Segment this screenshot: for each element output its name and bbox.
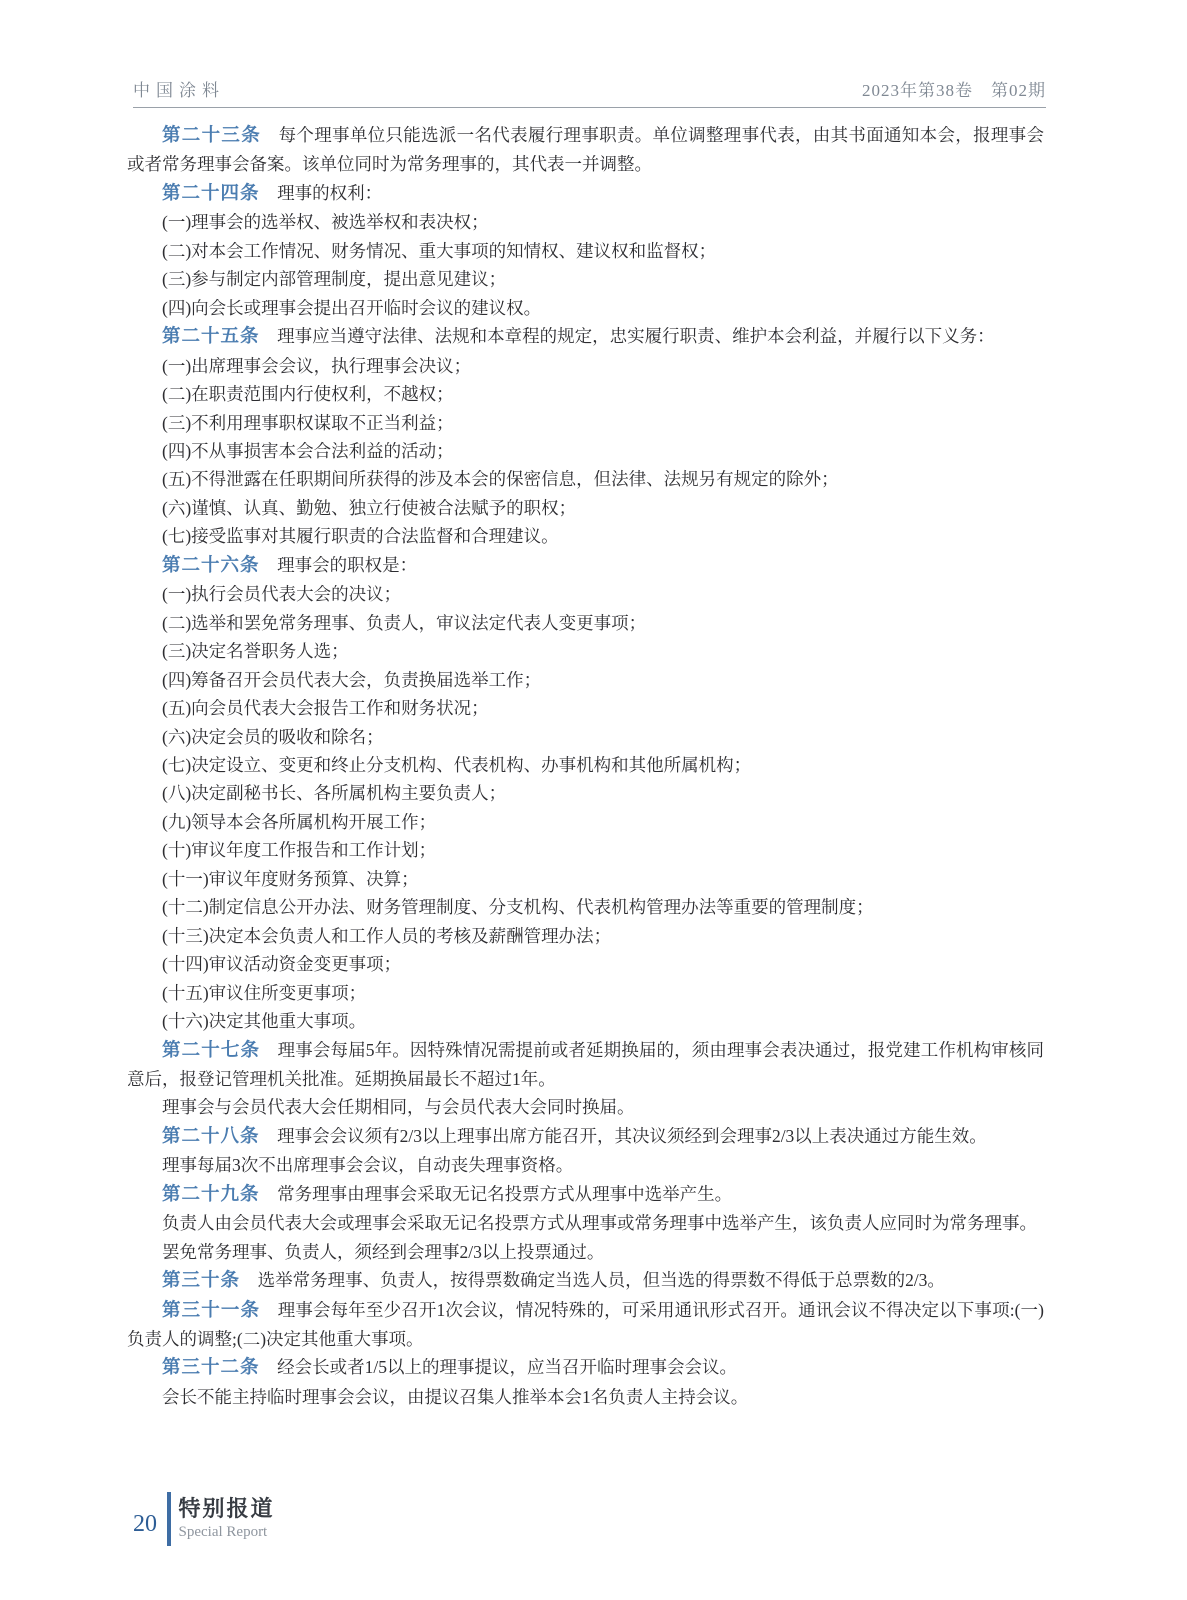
paragraph: (四)向会长或理事会提出召开临时会议的建议权。 <box>162 297 542 318</box>
article-paragraph: 第二十五条 理事应当遵守法律、法规和本章程的规定，忠实履行职责、维护本会利益，并履行以下义务： <box>162 326 995 348</box>
page-number: 20 <box>133 1510 157 1537</box>
footer-divider-bar <box>167 1492 171 1546</box>
paragraph: (八)决定副秘书长、各所属机构主要负责人； <box>162 783 507 804</box>
journal-name: 中国涂料 <box>133 81 225 100</box>
article-paragraph: 第三十二条 经会长或者1/5以上的理事提议，应当召开临时理事会会议。 <box>162 1357 737 1379</box>
page-footer <box>133 1492 275 1546</box>
paragraph: (十一)审议年度财务预算、决算； <box>162 868 419 889</box>
article-paragraph: 第二十三条 每个理事单位只能选派一名代表履行理事职责。单位调整理事代表，由其书面通知本会，报理事会或者常务理事会备案。该单位同时为常务理事的，其代表一并调整。 <box>127 125 1044 175</box>
paragraph: 负责人由会员代表大会或理事会采取无记名投票方式从理事或常务理事中选举产生，该负责人应同时为常务理事。 <box>162 1213 1037 1234</box>
paragraph: (十五)审议住所变更事项； <box>162 982 367 1003</box>
article-number: 第三十一条 <box>162 1300 261 1321</box>
article-paragraph: 第二十八条 理事会会议须有2/3以上理事出席方能召开，其决议须经到会理事2/3以上表决通过方能生效。 <box>162 1125 987 1147</box>
page-header <box>133 76 1046 108</box>
paragraph: (五)不得泄露在任职期间所获得的涉及本会的保密信息，但法律、法规另有规定的除外； <box>162 469 839 490</box>
article-number: 第二十五条 <box>162 327 260 348</box>
paragraph: (二)在职责范围内行使权利，不越权； <box>162 384 454 405</box>
article-paragraph: 第三十一条 理事会每年至少召开1次会议，情况特殊的，可采用通讯形式召开。通讯会议不得决定以下事项:(一)负责人的调整;(二)决定其他重大事项。 <box>127 1299 1044 1350</box>
article-number: 第二十四条 <box>162 183 260 204</box>
paragraph: (四)筹备召开会员代表大会，负责换届选举工作； <box>162 669 542 690</box>
paragraph: (一)出席理事会会议，执行理事会决议； <box>162 355 472 376</box>
article-number: 第二十六条 <box>162 555 260 576</box>
paragraph: (四)不从事损害本会合法利益的活动； <box>162 440 454 461</box>
paragraph: (七)接受监事对其履行职责的合法监督和合理建议。 <box>162 526 559 547</box>
article-paragraph: 第二十四条 理事的权利： <box>162 182 383 204</box>
paragraph: (九)领导本会各所属机构开展工作； <box>162 811 437 832</box>
paragraph: (十四)审议活动资金变更事项； <box>162 954 402 975</box>
article-number: 第二十九条 <box>162 1184 260 1205</box>
section-title-block <box>179 1496 275 1542</box>
paragraph: (十二)制定信息公开办法、财务管理制度、分支机构、代表机构管理办法等重要的管理制度； <box>162 897 874 918</box>
paragraph: (二)选举和罢免常务理事、负责人，审议法定代表人变更事项； <box>162 612 647 633</box>
issue-info: 2023年第38卷 第02期 <box>862 81 1046 100</box>
paragraph: (十)审议年度工作报告和工作计划； <box>162 840 437 861</box>
paragraph: (十三)决定本会负责人和工作人员的考核及薪酬管理办法； <box>162 925 612 946</box>
article-number: 第三十二条 <box>162 1358 260 1379</box>
paragraph: (三)不利用理事职权谋取不正当利益； <box>162 412 454 433</box>
paragraph: (五)向会员代表大会报告工作和财务状况； <box>162 698 489 719</box>
article-number: 第二十三条 <box>162 126 262 146</box>
article-number: 第二十八条 <box>162 1126 260 1147</box>
section-title-zh: 特别报道 <box>178 1496 275 1521</box>
paragraph: (三)参与制定内部管理制度，提出意见建议； <box>162 269 507 290</box>
article-number: 第二十七条 <box>162 1040 261 1061</box>
paragraph: (十六)决定其他重大事项。 <box>162 1011 367 1032</box>
article-paragraph: 第二十九条 常务理事由理事会采取无记名投票方式从理事中选举产生。 <box>162 1183 733 1205</box>
paragraph: (六)决定会员的吸收和除名； <box>162 726 384 747</box>
paragraph: 罢免常务理事、负责人，须经到会理事2/3以上投票通过。 <box>162 1241 605 1262</box>
paragraph: (三)决定名誉职务人选； <box>162 641 349 662</box>
paragraph: 理事会与会员代表大会任期相同，与会员代表大会同时换届。 <box>162 1097 635 1118</box>
article-paragraph: 第三十条 选举常务理事、负责人，按得票数确定当选人员，但当选的得票数不得低于总票数的2/3。 <box>162 1270 945 1292</box>
section-title-en: Special Report <box>178 1524 268 1540</box>
paragraph: (六)谨慎、认真、勤勉、独立行使被合法赋予的职权； <box>162 497 577 518</box>
article-number: 第三十条 <box>162 1271 241 1292</box>
paragraph: (二)对本会工作情况、财务情况、重大事项的知情权、建议权和监督权； <box>162 240 717 261</box>
paragraph: (一)理事会的选举权、被选举权和表决权； <box>162 212 489 233</box>
article-paragraph: 第二十七条 理事会每届5年。因特殊情况需提前或者延期换届的，须由理事会表决通过，报党建工作机构审核同意后，报登记管理机关批准。延期换届最长不超过1年。 <box>127 1039 1044 1089</box>
paragraph: 理事每届3次不出席理事会会议，自动丧失理事资格。 <box>162 1155 574 1176</box>
paragraph: 会长不能主持临时理事会会议，由提议召集人推举本会1名负责人主持会议。 <box>162 1386 749 1407</box>
article-paragraph: 第二十六条 理事会的职权是： <box>162 554 418 576</box>
article-body <box>127 121 1044 1411</box>
paragraph: (一)执行会员代表大会的决议； <box>162 584 402 605</box>
paragraph: (七)决定设立、变更和终止分支机构、代表机构、办事机构和其他所属机构； <box>162 754 752 775</box>
